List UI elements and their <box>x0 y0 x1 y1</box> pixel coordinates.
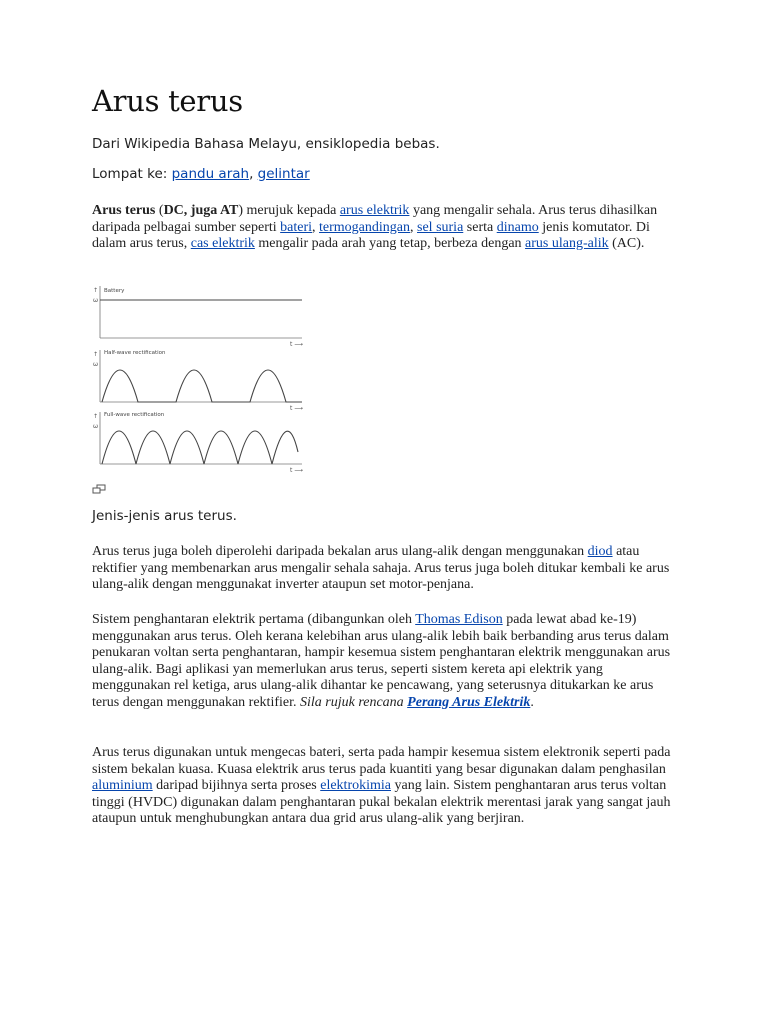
intro-text: mengalir pada arah yang tetap, berbeza dengan <box>254 236 526 251</box>
intro-text: ( <box>155 203 164 218</box>
figure-caption: Jenis-jenis arus terus. <box>92 508 237 524</box>
page-title: Arus terus <box>92 84 243 118</box>
intro-text: jenis komutator. Di dalam arus terus, <box>92 219 650 251</box>
intro-text: , <box>312 219 320 235</box>
y-axis-arrow: ↑ <box>93 287 99 294</box>
intro-text: yang mengalir sehala. Arus terus dihasilkan daripada pelbagai sumber seperti <box>92 203 658 235</box>
paragraph-text: pada lewat abad ke-19) menggunakan arus terus. Oleh kerana kelebihan arus ulang-alik lebih baik berbanding arus terus dalam penukaran voltan serta penghantaran, hampir kesemua sistem penghantaran elektrik menggunakan arus ulang-alik. Bagi aplikasi yan memerlukan arus terus, seperti sistem kereta api elektrik yang menggunakan rel ketiga, arus ulang-alik dihantar ke pencawang, yang seterusnya ditukarkan ke arus terus dengan menggunakan rektifier. <box>92 612 671 710</box>
link-dinamo[interactable]: dinamo <box>496 219 539 235</box>
x-axis-symbol: t ⟶ <box>290 405 303 412</box>
intro-text: serta <box>463 219 497 235</box>
paragraph-diod <box>92 544 682 594</box>
intro-text: ) merujuk kepada <box>238 203 340 218</box>
intro-bold-abbr: DC, juga AT <box>163 203 239 218</box>
paragraph-applications <box>92 745 682 828</box>
paragraph-text: yang lain. Sistem penghantaran arus terus voltan tinggi (HVDC) digunakan dalam penghantaran pukal bekalan elektrik merentasi jarak yang sangat jauh ataupun untuk menghubungkan antara dua grid arus ulang-alik yang berjiran. <box>92 778 671 826</box>
y-axis-symbol: ω <box>93 297 99 304</box>
link-aluminium[interactable]: aluminium <box>92 778 153 793</box>
panel-label-half-wave: Half-wave rectification <box>104 350 166 356</box>
link-thomas-edison[interactable]: Thomas Edison <box>415 612 503 627</box>
paragraph-text: Arus terus juga boleh diperolehi daripada bekalan arus ulang-alik dengan menggunakan <box>92 544 588 559</box>
y-axis-arrow: ↑ <box>93 351 99 358</box>
panel-half-wave <box>93 350 303 412</box>
dc-waveforms-diagram <box>92 280 308 480</box>
intro-paragraph <box>92 203 682 253</box>
jump-links <box>92 166 310 182</box>
link-diod[interactable]: diod <box>587 544 613 559</box>
paragraph-text: daripad bijihnya serta proses <box>152 778 321 793</box>
paragraph-text: atau rektifier yang membenarkan arus mengalir sehala sahaja. Arus terus juga boleh ditukar kembali ke arus ulang-alik dengan menggunakat inverter ataupun set motor-penjana. <box>92 544 670 592</box>
link-search[interactable]: gelintar <box>257 166 310 182</box>
link-arus-elektrik[interactable]: arus elektrik <box>339 203 410 218</box>
x-axis-symbol: t ⟶ <box>290 341 303 348</box>
site-tagline: Dari Wikipedia Bahasa Melayu, ensiklopedia bebas. <box>92 136 440 152</box>
link-cas-elektrik[interactable]: cas elektrik <box>190 236 255 251</box>
paragraph-text: Arus terus digunakan untuk mengecas bateri, serta pada hampir kesemua sistem elektronik seperti pada sistem bekalan kuasa. Kuasa elektrik arus terus pada kuantiti yang besar digunakan dalam penghasilan <box>92 745 671 777</box>
intro-text: (AC). <box>608 236 645 251</box>
paragraph-text: . <box>530 694 534 710</box>
x-axis-symbol: t ⟶ <box>290 467 303 474</box>
half-wave-curve <box>102 370 302 402</box>
panel-label-battery: Battery <box>104 288 125 294</box>
intro-bold-term: Arus terus <box>92 203 156 218</box>
paragraph-edison <box>92 612 682 711</box>
y-axis-arrow: ↑ <box>93 413 99 420</box>
see-also-note: Sila rujuk rencana <box>299 694 408 710</box>
link-sel-suria[interactable]: sel suria <box>417 219 464 235</box>
jump-prefix: Lompat ke: <box>92 166 172 182</box>
panel-label-full-wave: Full-wave rectification <box>104 412 165 418</box>
link-termogandingan[interactable]: termogandingan <box>319 219 411 235</box>
intro-text: , <box>410 219 418 235</box>
link-arus-ulang-alik[interactable]: arus ulang-alik <box>525 236 609 251</box>
full-wave-curve <box>102 431 298 464</box>
panel-full-wave <box>93 412 303 474</box>
jump-separator: , <box>249 166 258 182</box>
enlarge-icon[interactable] <box>92 484 106 494</box>
dc-types-figure[interactable] <box>92 280 308 480</box>
y-axis-symbol: ω <box>93 423 99 430</box>
y-axis-symbol: ω <box>93 361 99 368</box>
paragraph-text: Sistem penghantaran elektrik pertama (dibangunkan oleh <box>92 612 416 627</box>
panel-battery <box>93 286 303 348</box>
link-perang-arus-elektrik[interactable]: Perang Arus Elektrik <box>407 694 531 710</box>
link-bateri[interactable]: bateri <box>280 219 313 235</box>
link-navigation[interactable]: pandu arah <box>171 166 250 182</box>
link-elektrokimia[interactable]: elektrokimia <box>320 778 391 793</box>
